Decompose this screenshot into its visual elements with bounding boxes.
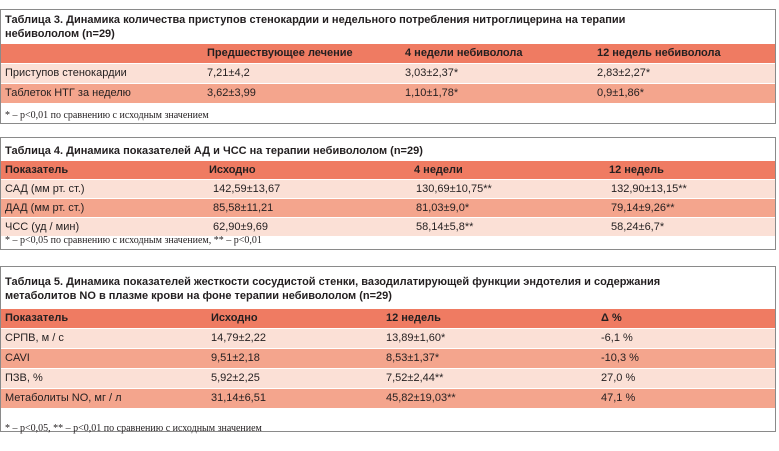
- table-3-header-row: [1, 44, 775, 63]
- table-row: [1, 218, 775, 236]
- cell-value: 9,51±2,18: [211, 352, 260, 364]
- cell-value: 47,1 %: [601, 392, 636, 404]
- table-5-title: [1, 267, 775, 303]
- table-3-footnote: * – p<0,01 по сравнению с исходным значением: [5, 110, 209, 121]
- table-4-header-12w: 12 недель: [609, 164, 664, 176]
- table-3: [0, 9, 776, 124]
- table-5-header-row: [1, 309, 775, 328]
- row-label: ЧСС (уд / мин): [5, 221, 80, 233]
- table-row: [1, 199, 775, 217]
- cell-value: 8,53±1,37*: [386, 352, 440, 364]
- table-4-title: Таблица 4. Динамика показателей АД и ЧСС на терапии небивололом (n=29): [5, 145, 423, 157]
- row-label: СРПВ, м / с: [5, 332, 64, 344]
- cell-value: 13,89±1,60*: [386, 332, 446, 344]
- table-3-title: [1, 10, 775, 41]
- table-5-header-delta: Δ %: [601, 312, 622, 324]
- cell-value: 27,0 %: [601, 372, 636, 384]
- cell-value: 5,92±2,25: [211, 372, 260, 384]
- row-label: ДАД (мм рт. ст.): [5, 202, 85, 214]
- cell-value: 3,62±3,99: [207, 87, 256, 99]
- cell-value: 7,52±2,44**: [386, 372, 444, 384]
- table-4-header-indicator: Показатель: [5, 164, 69, 176]
- table-4-footnote: * – p<0,05 по сравнению с исходным значением, ** – p<0,01: [5, 235, 262, 246]
- table-4-header-baseline: Исходно: [209, 164, 256, 176]
- row-label: САД (мм рт. ст.): [5, 183, 85, 195]
- row-label: Таблеток НТГ за неделю: [5, 87, 131, 99]
- table-row: [1, 329, 775, 348]
- row-label: Приступов стенокардии: [5, 67, 127, 79]
- cell-value: 1,10±1,78*: [405, 87, 459, 99]
- cell-value: 62,90±9,69: [213, 221, 268, 233]
- table-5-title-line-2: метаболитов NO в плазме крови на фоне терапии небивололом (n=29): [5, 290, 392, 302]
- cell-value: 45,82±19,03**: [386, 392, 456, 404]
- table-4-header-4w: 4 недели: [414, 164, 463, 176]
- cell-value: 0,9±1,86*: [597, 87, 645, 99]
- cell-value: 81,03±9,0*: [416, 202, 470, 214]
- cell-value: 7,21±4,2: [207, 67, 250, 79]
- cell-value: 79,14±9,26**: [611, 202, 675, 214]
- cell-value: 130,69±10,75**: [416, 183, 492, 195]
- table-3-header-4w: 4 недели небиволола: [405, 47, 523, 59]
- cell-value: 58,14±5,8**: [416, 221, 474, 233]
- table-row: [1, 369, 775, 388]
- cell-value: 142,59±13,67: [213, 183, 281, 195]
- table-row: [1, 180, 775, 198]
- table-3-title-line-1: Таблица 3. Динамика количества приступов стенокардии и недельного потребления нитроглицерина на терапии: [5, 14, 626, 26]
- cell-value: 85,58±11,21: [213, 202, 274, 214]
- row-label: CAVI: [5, 352, 30, 364]
- table-row: [1, 389, 775, 408]
- cell-value: 3,03±2,37*: [405, 67, 459, 79]
- table-5-header-12w: 12 недель: [386, 312, 441, 324]
- cell-value: 31,14±6,51: [211, 392, 266, 404]
- cell-value: -6,1 %: [601, 332, 633, 344]
- table-row: [1, 349, 775, 368]
- table-5-header-indicator: Показатель: [5, 312, 69, 324]
- cell-value: 14,79±2,22: [211, 332, 266, 344]
- table-5-header-baseline: Исходно: [211, 312, 258, 324]
- table-5-footnote: * – p<0,05, ** – p<0,01 по сравнению с исходным значением: [5, 423, 262, 434]
- table-5-title-line-1: Таблица 5. Динамика показателей жесткости сосудистой стенки, вазодилатирующей функции эндотелия и содержания: [5, 276, 661, 288]
- cell-value: -10,3 %: [601, 352, 639, 364]
- table-3-header-12w: 12 недель небиволола: [597, 47, 721, 59]
- table-row: [1, 84, 775, 103]
- table-row: [1, 64, 775, 83]
- cell-value: 58,24±6,7*: [611, 221, 665, 233]
- table-3-title-line-2: небивололом (n=29): [5, 28, 115, 40]
- table-4-header-row: [1, 161, 775, 179]
- cell-value: 132,90±13,15**: [611, 183, 687, 195]
- row-label: Метаболиты NO, мг / л: [5, 392, 122, 404]
- cell-value: 2,83±2,27*: [597, 67, 651, 79]
- table-4: [0, 137, 776, 250]
- table-5: [0, 266, 776, 432]
- table-3-header-prior: Предшествующее лечение: [207, 47, 353, 59]
- row-label: ПЗВ, %: [5, 372, 43, 384]
